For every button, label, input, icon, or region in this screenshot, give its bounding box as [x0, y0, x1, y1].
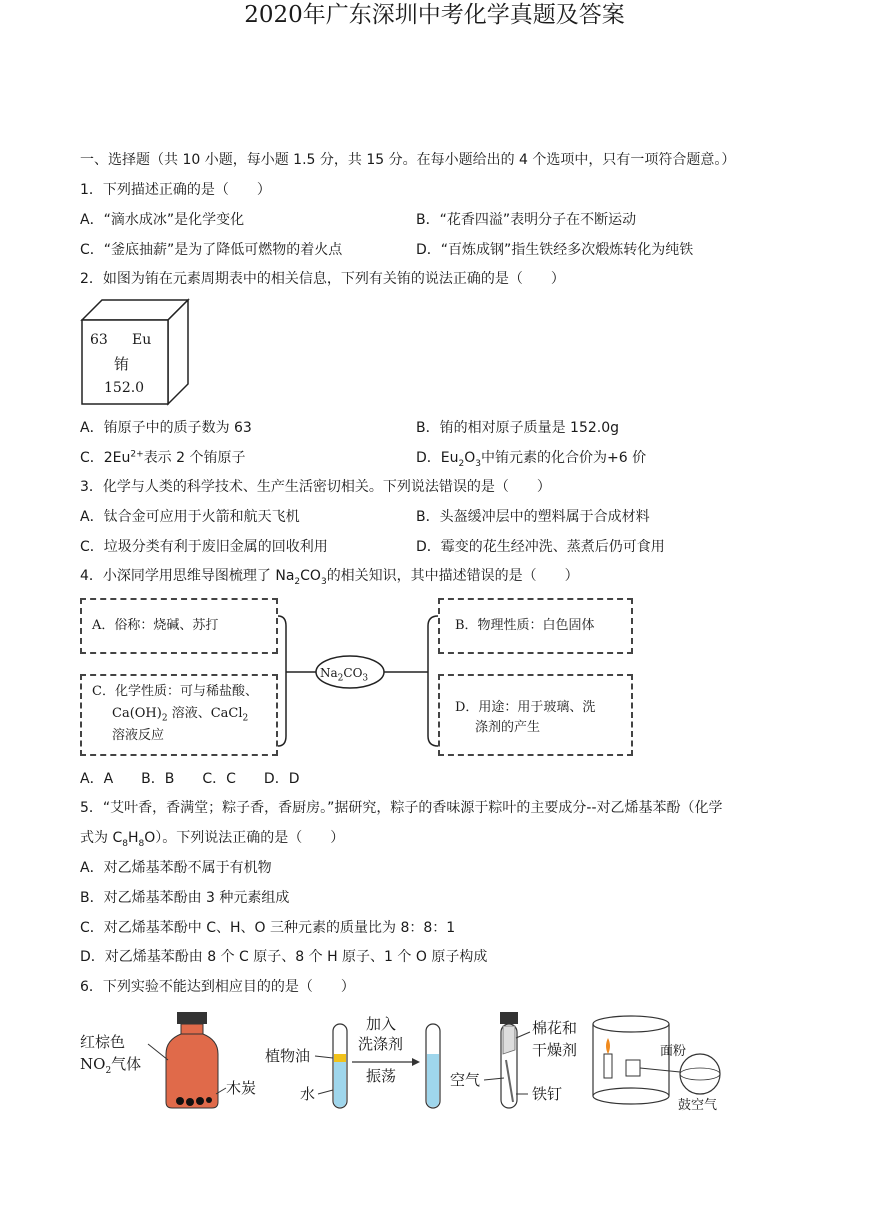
fig1-label-charcoal: 木炭 [226, 1079, 257, 1097]
box-d-line2: 涤剂的产生 [475, 720, 541, 735]
section-heading: 一、选择题（共 10 小题，每小题 1.5 分，共 15 分。在每小题给出的 4 个选项中，只有一项符合题意。） [80, 152, 736, 168]
fig3-label-desiccant: 干燥剂 [532, 1041, 578, 1059]
page-title: 2020年广东深圳中考化学真题及答案 [244, 2, 625, 28]
fig2-label-add: 加入 [366, 1015, 397, 1033]
fig1-label-gas: $NO_2$气体 [80, 1055, 142, 1076]
fig2-label-shake: 振荡 [366, 1067, 397, 1085]
q2-option-d: D．$Eu_2O_3$中铕元素的化合价为+6 价 [416, 450, 647, 469]
fig1-label-color: 红棕色 [80, 1033, 126, 1051]
q3-option-c: C．垃圾分类有利于废旧金属的回收利用 [80, 539, 328, 555]
q2-option-b: B．铕的相对原子质量是 152.0g [416, 420, 620, 436]
q5-option-d: D．对乙烯基苯酚由 8 个 C 原子、8 个 H 原子、1 个 O 原子构成 [80, 949, 488, 965]
q2-option-c: C．$2Eu^{2+}$表示 2 个铕原子 [80, 449, 246, 466]
fig4-label-flour: 面粉 [660, 1044, 687, 1059]
question-2-stem: 2．如图为铕在元素周期表中的相关信息，下列有关铕的说法正确的是（ ） [80, 271, 565, 287]
q1-option-a: A．“滴水成冰”是化学变化 [80, 212, 245, 228]
fig2-label-oil: 植物油 [265, 1047, 311, 1065]
q3-option-a: A．钛合金可应用于火箭和航天飞机 [80, 509, 300, 525]
fig3-label-nail: 铁钉 [532, 1085, 563, 1103]
q2-option-a: A．铕原子中的质子数为 63 [80, 420, 252, 436]
fig3-label-cotton: 棉花和 [532, 1019, 578, 1037]
element-symbol: Eu [132, 332, 152, 348]
q3-option-d: D．霉变的花生经冲洗、蒸煮后仍可食用 [416, 539, 665, 555]
mind-map-center-label: $Na_2CO_3$ [320, 666, 369, 684]
fig2-label-detergent: 洗涤剂 [358, 1035, 404, 1053]
q5-option-a: A．对乙烯基苯酚不属于有机物 [80, 860, 272, 876]
question-6-stem: 6．下列实验不能达到相应目的的是（ ） [80, 979, 355, 995]
q1-option-c: C．“釜底抽薪”是为了降低可燃物的着火点 [80, 242, 343, 258]
mind-map [80, 596, 635, 758]
fig4-label-blow-air: 鼓空气 [678, 1098, 718, 1113]
box-c-line1: C．化学性质：可与稀盐酸、 [92, 684, 258, 699]
atomic-number: 63 [90, 332, 108, 348]
element-name: 铕 [114, 355, 130, 373]
question-4-stem: 4．小深同学用思维导图梳理了 $Na_2CO_3$的相关知识，其中描述错误的是（ ） [80, 568, 579, 587]
box-d-line1: D．用途：用于玻璃、洗 [455, 700, 596, 715]
q5-option-b: B．对乙烯基苯酚由 3 种元素组成 [80, 890, 290, 906]
fig2-label-water: 水 [300, 1085, 316, 1103]
box-b-text: B．物理性质：白色固体 [455, 618, 595, 633]
fig3-label-air: 空气 [450, 1071, 481, 1089]
element-cell-europium [80, 298, 192, 406]
box-c-line2: $Ca(OH)_2$ 溶液、CaCl$_2$ [112, 706, 249, 724]
question-1-stem: 1．下列描述正确的是（ ） [80, 182, 271, 198]
question-5-stem-line1: 5．“艾叶香，香满堂；粽子香，香厨房。”据研究，粽子的香味源于粽叶的主要成分--对乙烯基苯酚（化学 [80, 800, 723, 816]
question-5-stem-line2: 式为 $C_8H_8O$）。下列说法正确的是（ ） [80, 830, 345, 849]
q1-option-b: B．“花香四溢”表明分子在不断运动 [416, 212, 637, 228]
q1-option-d: D．“百炼成钢”指生铁经多次煅炼转化为纯铁 [416, 242, 694, 258]
box-c-line3: 溶液反应 [112, 728, 165, 743]
experiment-drawings [80, 1010, 740, 1120]
question-3-stem: 3．化学与人类的科学技术、生产生活密切相关。下列说法错误的是（ ） [80, 479, 551, 495]
atomic-mass: 152.0 [104, 380, 145, 396]
box-a-text: A．俗称：烧碱、苏打 [92, 618, 219, 633]
q3-option-b: B．头盔缓冲层中的塑料属于合成材料 [416, 509, 650, 525]
q4-options: A．A B．B C．C D．D [80, 771, 300, 787]
experiment-figures [80, 1010, 740, 1120]
q5-option-c: C．对乙烯基苯酚中 C、H、O 三种元素的质量比为 8：8：1 [80, 920, 456, 936]
